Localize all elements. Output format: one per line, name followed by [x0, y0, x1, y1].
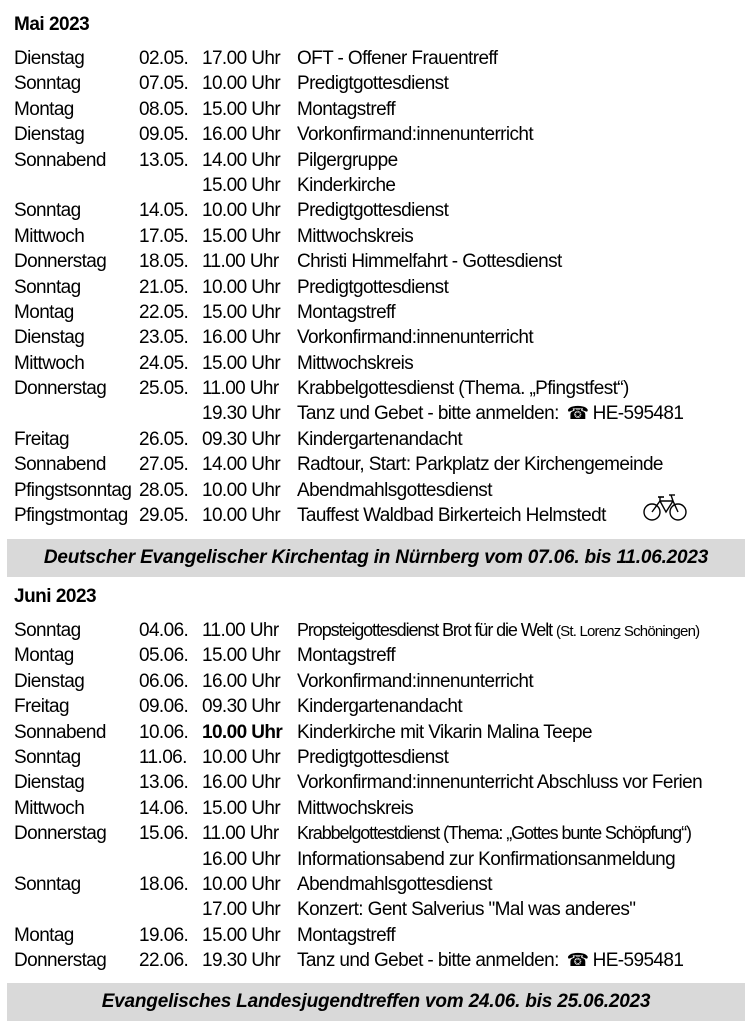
time: 10.00 Uhr: [202, 276, 281, 298]
day: Sonnabend: [14, 721, 106, 743]
table-row: [14, 376, 754, 401]
date: 08.05.: [139, 98, 189, 120]
day: Dienstag: [14, 670, 85, 692]
time: 15.00 Uhr: [202, 98, 281, 120]
event: OFT - Offener Frauentreff: [297, 48, 498, 69]
table-row: [14, 325, 754, 350]
table-row: [14, 224, 754, 249]
day: Dienstag: [14, 124, 85, 146]
time: 10.00 Uhr: [202, 873, 281, 895]
event: Radtour, Start: Parkplatz der Kirchengemeinde: [297, 454, 663, 476]
event: Vorkonfirmand:innenunterricht Abschluss vor Ferien: [297, 772, 703, 794]
table-row: [14, 948, 754, 973]
event: Kindergartenandacht: [297, 428, 463, 450]
event-with-phone: [297, 948, 683, 973]
date: 07.05.: [139, 73, 189, 95]
day: Mittwoch: [14, 797, 85, 819]
time: 17.00 Uhr: [202, 899, 281, 921]
day: Donnerstag: [14, 251, 107, 273]
table-row: [14, 618, 754, 643]
event: Predigtgottesdienst: [297, 200, 449, 222]
month-title-may: Mai 2023: [14, 14, 90, 35]
table-row: [14, 897, 754, 922]
telephone-icon: ☎: [566, 403, 589, 424]
time: 16.00 Uhr: [202, 848, 281, 870]
day: Pfingstsonntag: [14, 479, 132, 501]
event-text: Tanz und Gebet - bitte anmelden:: [297, 403, 559, 425]
table-row: [14, 847, 754, 872]
day: Montag: [14, 301, 74, 323]
time: 09.30 Uhr: [202, 696, 281, 718]
time: 19.30 Uhr: [202, 403, 281, 425]
date: 24.05.: [139, 352, 189, 374]
table-row: [14, 720, 754, 745]
time: 11.00 Uhr: [202, 378, 279, 400]
date: 09.05.: [139, 124, 189, 146]
time: 15.00 Uhr: [202, 797, 281, 819]
day: Sonntag: [14, 276, 81, 298]
time: 15.00 Uhr: [202, 225, 281, 247]
table-row: [14, 97, 754, 122]
day: Sonnabend: [14, 149, 106, 171]
table-row: [14, 427, 754, 452]
date: 22.06.: [139, 950, 189, 972]
day: Freitag: [14, 696, 69, 718]
date: 04.06.: [139, 620, 189, 641]
day: Pfingstmontag: [14, 505, 128, 527]
date: 29.05.: [139, 505, 189, 527]
table-row: [14, 300, 754, 325]
time: 15.00 Uhr: [202, 174, 281, 196]
time: 16.00 Uhr: [202, 772, 281, 794]
time: 11.00 Uhr: [202, 823, 279, 845]
time: 14.00 Uhr: [202, 454, 281, 476]
day: Dienstag: [14, 327, 85, 349]
day: Mittwoch: [14, 352, 85, 374]
table-row: [14, 173, 754, 198]
telephone-icon: ☎: [566, 950, 589, 971]
date: 28.05.: [139, 479, 189, 501]
date: 13.06.: [139, 772, 189, 794]
date: 22.05.: [139, 301, 189, 323]
time: 17.00 Uhr: [202, 48, 281, 69]
event: Krabbelgottestdienst (Thema: „Gottes bunte Schöpfung“): [297, 823, 691, 844]
event-banner-kirchentag: Deutscher Evangelischer Kirchentag in Nürnberg vom 07.06. bis 11.06.2023: [7, 539, 745, 577]
event: Mittwochskreis: [297, 797, 414, 819]
date: 14.06.: [139, 797, 189, 819]
event: Kindergartenandacht: [297, 696, 463, 718]
time: 09.30 Uhr: [202, 428, 281, 450]
day: Sonnabend: [14, 454, 106, 476]
table-row: [14, 71, 754, 96]
table-row: [14, 669, 754, 694]
time: 11.00 Uhr: [202, 620, 279, 641]
table-row: [14, 122, 754, 147]
time: 15.00 Uhr: [202, 645, 281, 667]
time: 10.00 Uhr: [202, 721, 283, 743]
event: Kinderkirche mit Vikarin Malina Teepe: [297, 721, 592, 743]
date: 15.06.: [139, 823, 189, 845]
date: 14.05.: [139, 200, 189, 222]
event-banner-landesjugendtreffen: Evangelisches Landesjugendtreffen vom 24.06. bis 25.06.2023: [7, 983, 745, 1021]
day: Freitag: [14, 428, 69, 450]
day: Sonntag: [14, 873, 81, 895]
time: 19.30 Uhr: [202, 950, 281, 972]
date: 05.06.: [139, 645, 189, 667]
time: 15.00 Uhr: [202, 924, 281, 946]
table-row: [14, 872, 754, 897]
time: 10.00 Uhr: [202, 746, 281, 768]
phone-number: HE-595481: [592, 403, 684, 425]
event: Tauffest Waldbad Birkerteich Helmstedt: [297, 505, 606, 527]
time: 16.00 Uhr: [202, 670, 281, 692]
event: Montagstreff: [297, 645, 396, 667]
event: Vorkonfirmand:innenunterricht: [297, 124, 534, 146]
event: Abendmahlsgottesdienst: [297, 873, 492, 895]
time: 16.00 Uhr: [202, 327, 281, 349]
day: Sonntag: [14, 73, 81, 95]
day: Montag: [14, 645, 74, 667]
table-row: [14, 770, 754, 795]
table-row: [14, 148, 754, 173]
event: Krabbelgottesdienst (Thema. „Pfingstfest“): [297, 378, 629, 400]
date: 18.06.: [139, 873, 189, 895]
event: Christi Himmelfahrt - Gottesdienst: [297, 251, 562, 273]
event-location: (St. Lorenz Schöningen): [555, 623, 700, 640]
table-row: [14, 198, 754, 223]
time: 14.00 Uhr: [202, 149, 281, 171]
table-row: [14, 643, 754, 668]
date: 18.05.: [139, 251, 189, 273]
date: 27.05.: [139, 454, 189, 476]
schedule-june: [14, 618, 754, 973]
time: 10.00 Uhr: [202, 200, 281, 222]
schedule-may: [14, 46, 754, 528]
event: Vorkonfirmand:innenunterricht: [297, 670, 534, 692]
date: 17.05.: [139, 225, 189, 247]
event: Mittwochskreis: [297, 225, 414, 247]
date: 11.06.: [139, 746, 187, 768]
day: Mittwoch: [14, 225, 85, 247]
table-row: [14, 821, 754, 846]
table-row: [14, 452, 754, 477]
date: 10.06.: [139, 721, 189, 743]
time: 15.00 Uhr: [202, 352, 281, 374]
day: Montag: [14, 924, 74, 946]
event: Kinderkirche: [297, 174, 396, 196]
event: Montagstreff: [297, 924, 396, 946]
phone-number: HE-595481: [592, 950, 684, 972]
event: Montagstreff: [297, 301, 396, 323]
event: Informationsabend zur Konfirmationsanmeldung: [297, 848, 676, 870]
table-row: [14, 351, 754, 376]
table-row: [14, 401, 754, 426]
event-with-phone: [297, 401, 683, 426]
table-row: [14, 923, 754, 948]
day: Sonntag: [14, 620, 81, 641]
table-row: [14, 249, 754, 274]
date: 09.06.: [139, 696, 189, 718]
event: Predigtgottesdienst: [297, 276, 449, 298]
event: Konzert: Gent Salverius "Mal was anderes": [297, 899, 636, 921]
event: Predigtgottesdienst: [297, 73, 449, 95]
date: 26.05.: [139, 428, 189, 450]
date: 06.06.: [139, 670, 189, 692]
date: 23.05.: [139, 327, 189, 349]
day: Donnerstag: [14, 950, 107, 972]
day: Dienstag: [14, 48, 85, 69]
table-row: [14, 745, 754, 770]
event: Mittwochskreis: [297, 352, 414, 374]
day: Montag: [14, 98, 74, 120]
date: 25.05.: [139, 378, 189, 400]
time: 10.00 Uhr: [202, 479, 281, 501]
event: Abendmahlsgottesdienst: [297, 479, 492, 501]
day: Dienstag: [14, 772, 85, 794]
table-row: [14, 46, 754, 71]
event: [297, 618, 699, 644]
date: 21.05.: [139, 276, 189, 298]
date: 02.05.: [139, 48, 189, 69]
day: Donnerstag: [14, 378, 107, 400]
time: 10.00 Uhr: [202, 73, 281, 95]
time: 10.00 Uhr: [202, 505, 281, 527]
table-row: [14, 796, 754, 821]
date: 13.05.: [139, 149, 189, 171]
month-title-june: Juni 2023: [14, 586, 97, 607]
event-text: Propsteigottesdienst Brot für die Welt: [297, 620, 553, 640]
event: Predigtgottesdienst: [297, 746, 449, 768]
table-row: [14, 694, 754, 719]
event-text: Tanz und Gebet - bitte anmelden:: [297, 950, 559, 972]
time: 16.00 Uhr: [202, 124, 281, 146]
day: Sonntag: [14, 200, 81, 222]
date: 19.06.: [139, 924, 189, 946]
day: Sonntag: [14, 746, 81, 768]
bicycle-icon: [642, 492, 688, 522]
time: 15.00 Uhr: [202, 301, 281, 323]
event: Montagstreff: [297, 98, 396, 120]
event: Vorkonfirmand:innenunterricht: [297, 327, 534, 349]
table-row: [14, 275, 754, 300]
event: Pilgergruppe: [297, 149, 398, 171]
day: Donnerstag: [14, 823, 107, 845]
time: 11.00 Uhr: [202, 251, 279, 273]
